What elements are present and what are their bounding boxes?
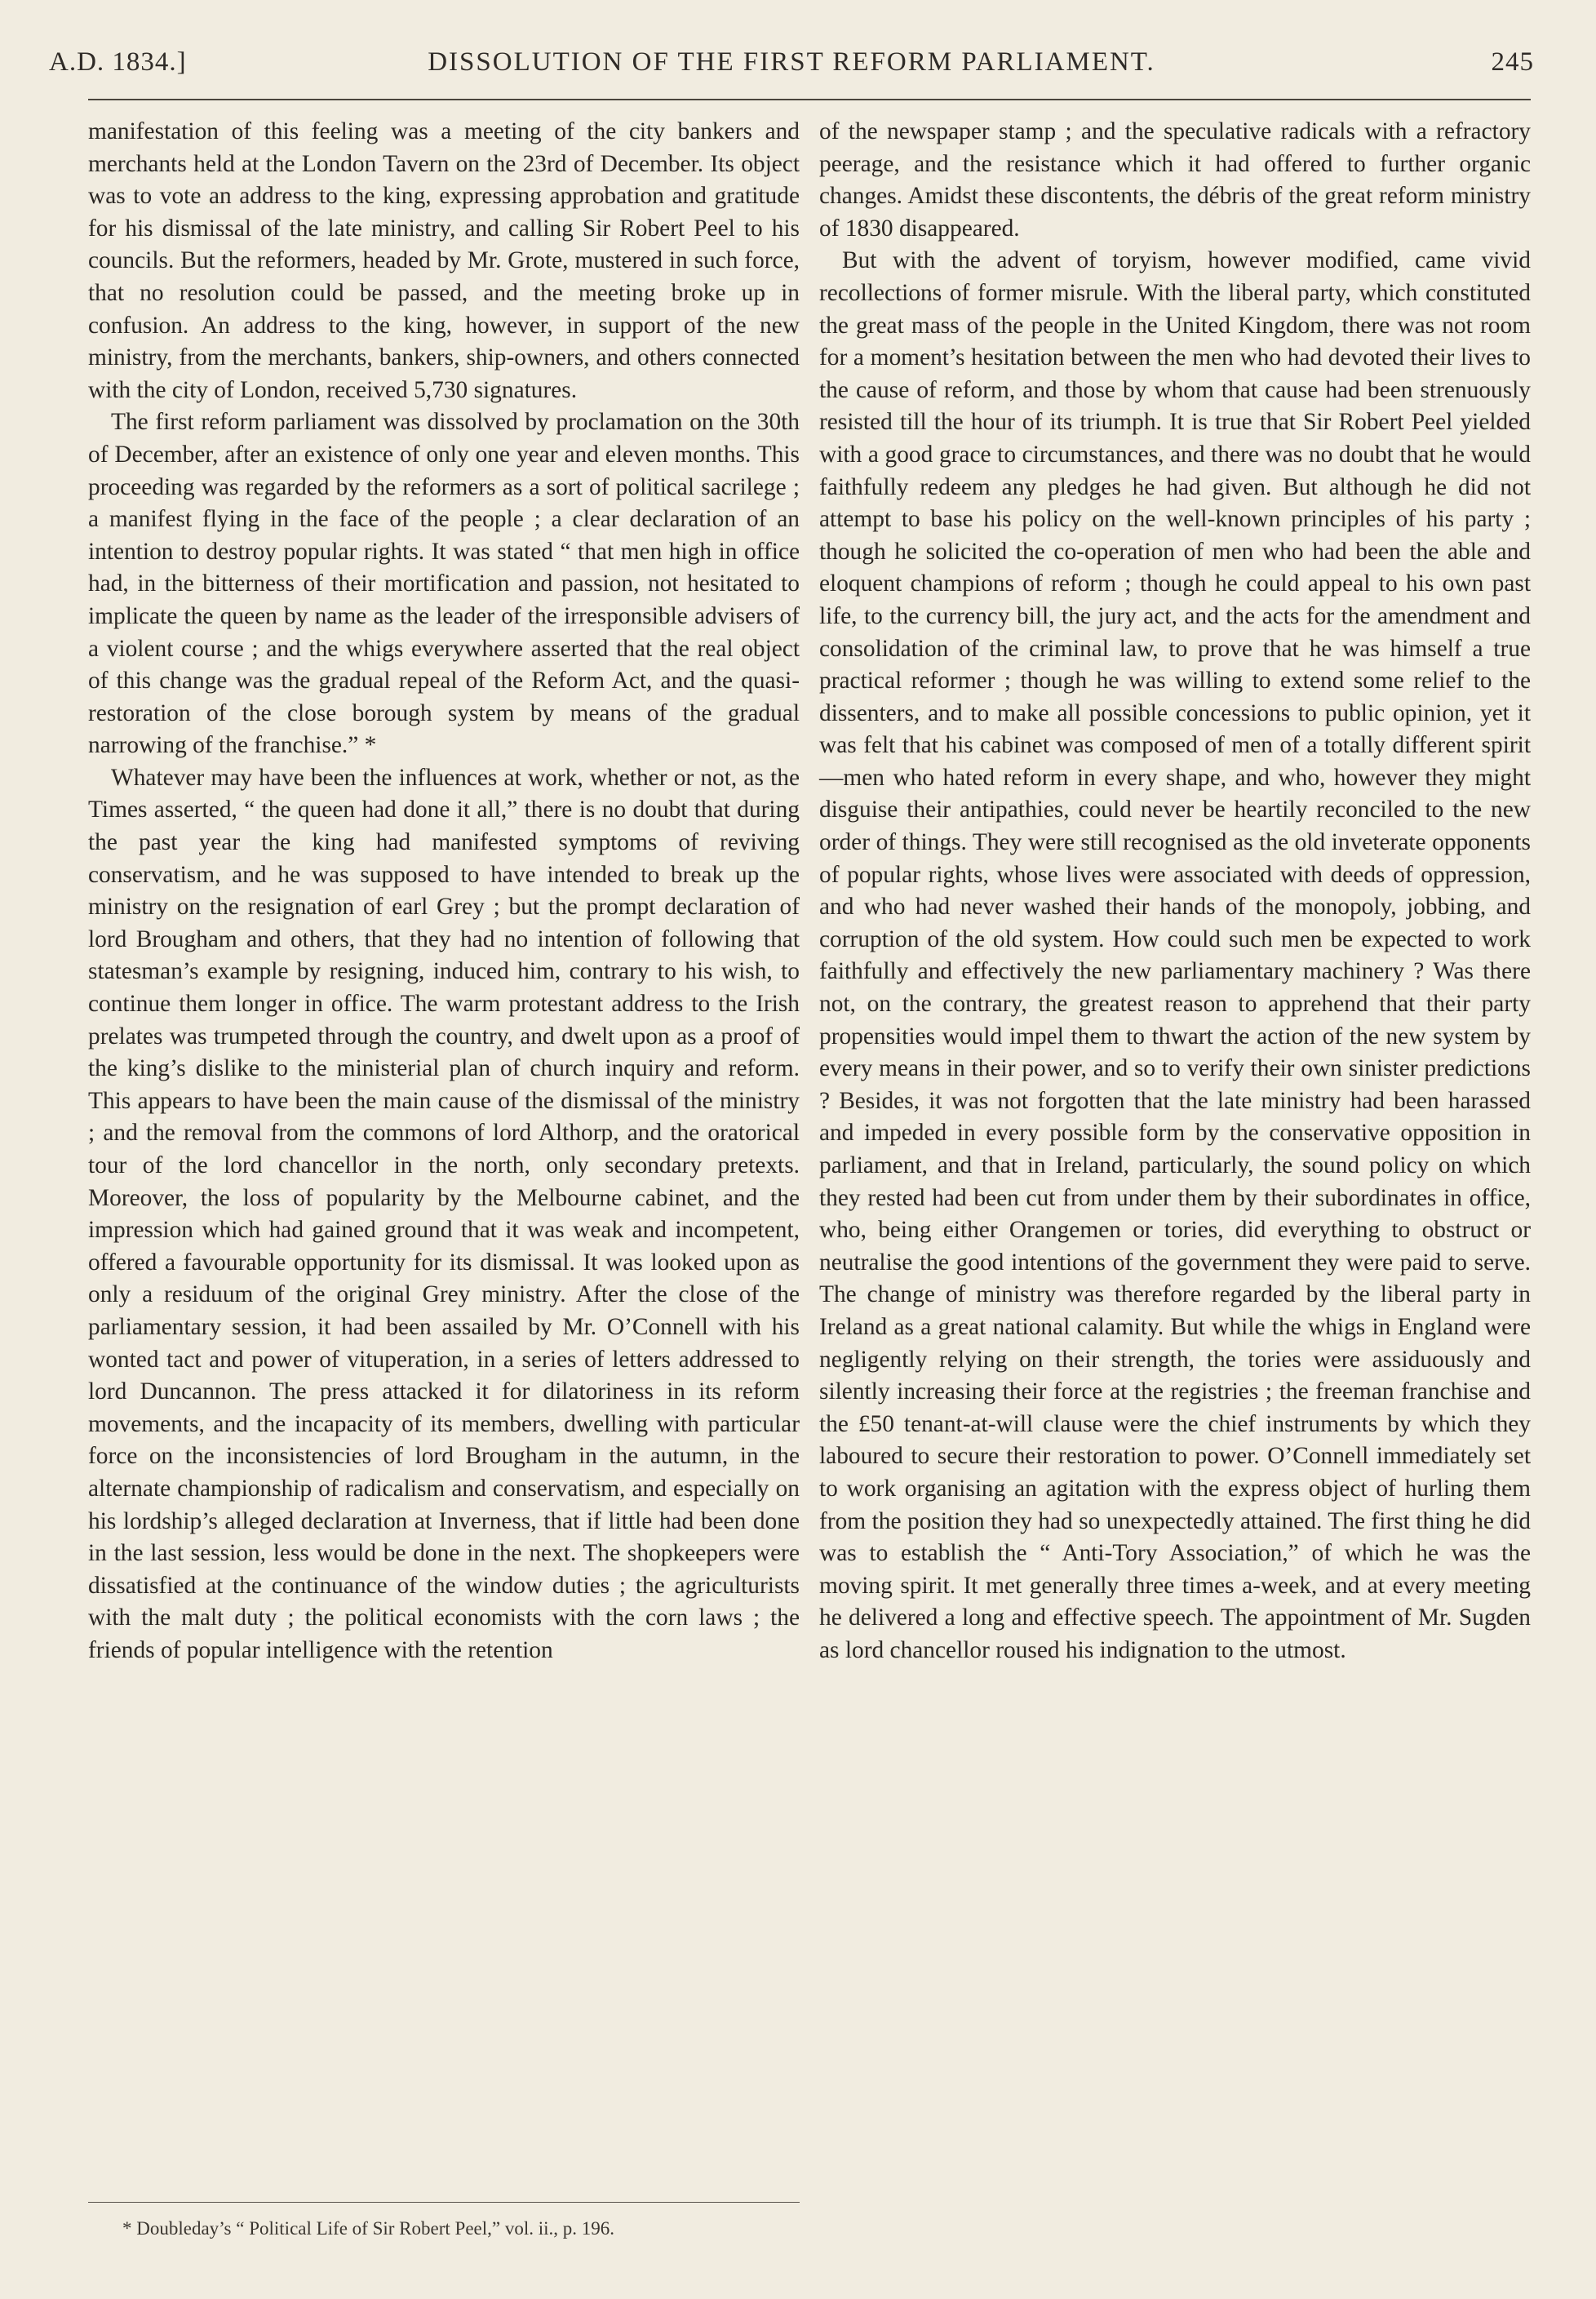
- header-rule: [88, 99, 1531, 100]
- header-year: A.D. 1834.]: [49, 47, 187, 77]
- page-number: 245: [1491, 47, 1534, 77]
- right-column: [819, 116, 1531, 1667]
- paragraph: of the newspaper stamp ; and the speculative radicals with a refractory peerage, and the resistance which it had offered to further organic changes. Amidst these discontents, the débris of the great reform ministry of 1830 disappeared.: [819, 118, 1531, 242]
- footnote: * Doubleday’s “ Political Life of Sir Robert Peel,” vol. ii., p. 196.: [122, 2218, 615, 2239]
- footnote-rule: [88, 2202, 800, 2203]
- paragraph: But with the advent of toryism, however modified, came vivid recollections of former misrule. With the liberal party, which constituted the great mass of the people in the United Kingdom, there was not room for a moment’s hesitation between the men who had devoted their lives to the cause of reform, and those by whom that cause had been strenuously resisted till the hour of its triumph. It is true that Sir Robert Peel yielded with a good grace to circumstances, and there was no doubt that he would faithfully redeem any pledges he had given. But although he did not attempt to base his policy on the well-known principles of his party ; though he solicited the co-operation of men who had been the able and eloquent champions of reform ; though he could appeal to his own past life, to the currency bill, the jury act, and the acts for the amendment and consolidation of the criminal law, to prove that he was himself a true practical reformer ; though he was willing to extend some relief to the dissenters, and to make all possible concessions to public opinion, yet it was felt that his cabinet was composed of men of a totally different spirit—men who hated reform in every shape, and who, however they might disguise their antipathies, could never be heartily reconciled to the new order of things. They were still recognised as the old inveterate opponents of popular rights, whose lives were associated with deeds of oppression, and who had never washed their hands of the monopoly, jobbing, and corruption of the old system. How could such men be expected to work faithfully and effectively the new parliamentary machinery ? Was there not, on the contrary, the greatest reason to apprehend that their party propensities would impel them to thwart the action of the new system by every means in their power, and so to verify their own sinister predictions ? Besides, it was not forgotten that the late ministry had been harassed and impeded in every possible form by the conservative opposition in parliament, and that in Ireland, particularly, the sound policy on which they rested had been cut from under them by their subordinates in office, who, being either Orangemen or tories, did everything to obstruct or neutralise the good intentions of the government they were paid to serve. The change of ministry was therefore regarded by the liberal party in Ireland as a great national calamity. But while the whigs in England were negligently relying on their strength, the tories were assiduously and silently increasing their force at the registries ; the freeman franchise and the £50 tenant-at-will clause were the chief instruments by which they laboured to secure their restoration to power. O’Connell immediately set to work organising an agitation with the express object of hurling them from the position they had so unexpectedly attained. The first thing he did was to establish the “ Anti-Tory Association,” of which he was the moving spirit. It met generally three times a-week, and at every meeting he delivered a long and effective speech. The appointment of Mr. Sugden as lord chancellor roused his indignation to the utmost.: [819, 247, 1531, 1663]
- paragraph: The first reform parliament was dissolved by proclamation on the 30th of December, after an existence of only one year and eleven months. This proceeding was regarded by the reformers as a sort of political sacrilege ; a manifest flying in the face of the people ; a clear declaration of an intention to destroy popular rights. It was stated “ that men high in office had, in the bitterness of their mortification and passion, not hesitated to implicate the queen by name as the leader of the irresponsible advisers of a violent course ; and the whigs everywhere asserted that the real object of this change was the gradual repeal of the Reform Act, and the quasi-restoration of the close borough system by means of the gradual narrowing of the franchise.” *: [88, 409, 800, 759]
- running-header: [49, 47, 1534, 88]
- left-column: [88, 116, 800, 1667]
- paragraph: manifestation of this feeling was a meeting of the city bankers and merchants held at the London Tavern on the 23rd of December. Its object was to vote an address to the king, expressing approbation and gratitude for his dismissal of the late ministry, and calling Sir Robert Peel to his councils. But the reformers, headed by Mr. Grote, mustered in such force, that no resolution could be passed, and the meeting broke up in confusion. An address to the king, however, in support of the new ministry, from the merchants, bankers, ship-owners, and others connected with the city of London, received 5,730 signatures.: [88, 118, 800, 403]
- paragraph: Whatever may have been the influences at work, whether or not, as the Times asserted, “ the queen had done it all,” there is no doubt that during the past year the king had manifested symptoms of reviving conservatism, and he was supposed to have intended to break up the ministry on the resignation of earl Grey ; but the prompt declaration of lord Brougham and others, that they had no intention of following that statesman’s example by resigning, induced him, contrary to his wish, to continue them longer in office. The warm protestant address to the Irish prelates was trumpeted through the country, and dwelt upon as a proof of the king’s dislike to the ministerial plan of church inquiry and reform. This appears to have been the main cause of the dismissal of the ministry ; and the removal from the commons of lord Althorp, and the oratorical tour of the lord chancellor in the north, only secondary pretexts. Moreover, the loss of popularity by the Melbourne cabinet, and the impression which had gained ground that it was weak and incompetent, offered a favourable opportunity for its dismissal. It was looked upon as only a residuum of the original Grey ministry. After the close of the parliamentary session, it had been assailed by Mr. O’Connell with his wonted tact and power of vituperation, in a series of letters addressed to lord Duncannon. The press attacked it for dilatoriness in its reform movements, and the incapacity of its members, dwelling with particular force on the inconsistencies of lord Brougham in the autumn, in the alternate championship of radicalism and conservatism, and especially on his lordship’s alleged declaration at Inverness, that if little had been done in the last session, less would be done in the next. The shopkeepers were dissatisfied at the continuance of the window duties ; the agriculturists with the malt duty ; the political economists with the corn laws ; the friends of popular intelligence with the retention: [88, 764, 800, 1663]
- header-title: DISSOLUTION OF THE FIRST REFORM PARLIAMENT.: [428, 47, 1155, 77]
